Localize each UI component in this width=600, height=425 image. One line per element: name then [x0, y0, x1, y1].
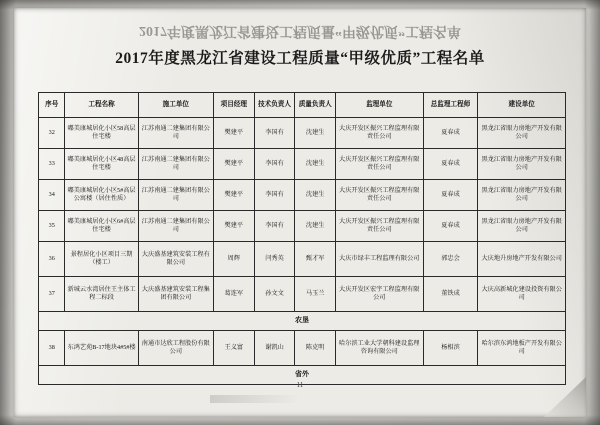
table-header-row	[39, 93, 566, 118]
cell-no: 37	[39, 277, 65, 312]
th-no: 序号	[39, 93, 65, 118]
cell-project-manager: 樊建平	[213, 118, 254, 149]
table-row	[39, 242, 566, 277]
cell-technical-lead: 李国有	[254, 180, 295, 211]
cell-project-manager: 樊建平	[213, 149, 254, 180]
th-quality-lead: 质量负责人	[295, 93, 336, 118]
cell-owner-unit: 黑龙江省眼力房地产开发有限公司	[478, 149, 566, 180]
cell-owner-unit: 黑龙江省眼力房地产开发有限公司	[478, 118, 566, 149]
cell-construction-unit: 江苏南通二建集团有限公司	[138, 211, 213, 242]
scan-edge-shadow-bottom	[0, 415, 600, 425]
cell-technical-lead: 孙文文	[254, 277, 295, 312]
th-construction-unit: 施工单位	[138, 93, 213, 118]
cell-construction-unit: 江苏南通二建集团有限公司	[138, 180, 213, 211]
cell-construction-unit: 南通市达欣工程股份有限公司	[138, 331, 213, 366]
cell-section-label: 省外	[39, 366, 566, 385]
cell-project-manager: 樊建平	[213, 211, 254, 242]
th-project-manager: 项目经理	[213, 93, 254, 118]
cell-chief-supervisor: 夏春成	[423, 180, 478, 211]
cell-chief-supervisor: 夏春成	[423, 118, 478, 149]
page-title: 2017年度黑龙江省建设工程质量“甲级优质”工程名单	[115, 50, 485, 67]
cell-project-name: 东鸿艺苑B-17地块4#5#楼	[65, 331, 138, 366]
cell-no: 34	[39, 180, 65, 211]
cell-technical-lead: 李国有	[254, 149, 295, 180]
cell-project-manager: 樊建平	[213, 180, 254, 211]
cell-quality-lead: 沈建生	[295, 180, 336, 211]
table-row	[39, 118, 566, 149]
cell-supervision-unit: 大庆开发区振兴工程监理有限责任公司	[336, 180, 423, 211]
cell-technical-lead: 李国有	[254, 211, 295, 242]
cell-project-manager: 周辉	[213, 242, 254, 277]
cell-supervision-unit: 大庆开发区振兴工程监理有限责任公司	[336, 211, 423, 242]
cell-chief-supervisor: 杨相滨	[423, 331, 478, 366]
cell-chief-supervisor: 夏春成	[423, 149, 478, 180]
cell-chief-supervisor: 夏春成	[423, 211, 478, 242]
cell-supervision-unit: 哈尔滨工业大学朝科建设监理咨询有限公司	[336, 331, 423, 366]
cell-no: 38	[39, 331, 65, 366]
cell-owner-unit: 黑龙江省眼力房地产开发有限公司	[478, 211, 566, 242]
th-project-name: 工程名称	[65, 93, 138, 118]
cell-technical-lead: 谢凯山	[254, 331, 295, 366]
cell-project-name: 嘟美康城居化小区5#高层公寓楼（居住性质）	[65, 180, 138, 211]
th-technical-lead: 技术负责人	[254, 93, 295, 118]
table-row	[39, 331, 566, 366]
cell-quality-lead: 甄才军	[295, 242, 336, 277]
cell-no: 32	[39, 118, 65, 149]
cell-project-name: 景程居化小区项目三期（楼工）	[65, 242, 138, 277]
cell-section-label: 农垦	[39, 312, 566, 331]
cell-no: 36	[39, 242, 65, 277]
th-owner-unit: 建设单位	[478, 93, 566, 118]
cell-supervision-unit: 大庆开发区振兴工程监理有限责任公司	[336, 118, 423, 149]
cell-construction-unit: 江苏南通二建集团有限公司	[138, 149, 213, 180]
cell-owner-unit: 哈尔滨东鸿地板产开发有限公司	[478, 331, 566, 366]
cell-no: 35	[39, 211, 65, 242]
cell-project-name: 嘟美康城居化小区6#高层住宅楼	[65, 211, 138, 242]
cell-project-name: 嘟美康城居化小区48高层住宅楼	[65, 149, 138, 180]
cell-quality-lead: 沈建生	[295, 118, 336, 149]
cell-chief-supervisor: 郭忠会	[423, 242, 478, 277]
cell-supervision-unit: 大庆开发区振兴工程监理有限责任公司	[336, 149, 423, 180]
cell-construction-unit: 江苏南通二建集团有限公司	[138, 118, 213, 149]
th-chief-supervisor: 总监理工程师	[423, 93, 478, 118]
cell-no: 33	[39, 149, 65, 180]
scan-edge-shadow-left	[0, 0, 16, 425]
cell-construction-unit: 大庆盛基建筑安装工程集团有限公司	[138, 277, 213, 312]
scan-edge-shadow-top	[0, 0, 600, 10]
paper-content	[14, 8, 586, 417]
th-supervision-unit: 监理单位	[336, 93, 423, 118]
table-row	[39, 211, 566, 242]
cell-quality-lead: 沈建生	[295, 149, 336, 180]
cell-owner-unit: 黑龙江省眼力房地产开发有限公司	[478, 180, 566, 211]
cell-chief-supervisor: 董铁成	[423, 277, 478, 312]
scan-edge-shadow-right	[584, 0, 600, 425]
cell-supervision-unit: 大庆市绿丰工程监理有限公司	[336, 242, 423, 277]
bleed-through-title: 2017年度黑龙江省建设工程质量“甲级优质”工程名单	[139, 23, 461, 38]
cell-supervision-unit: 大庆开发区宏宇工程监理有限公司	[336, 277, 423, 312]
cell-quality-lead: 沈建生	[295, 211, 336, 242]
cell-quality-lead: 马玉兰	[295, 277, 336, 312]
table-row	[39, 180, 566, 211]
cell-construction-unit: 大庆盛基建筑安装工程有限公司	[138, 242, 213, 277]
cell-project-name: 嘟美康城居化小区58高层住宅楼	[65, 118, 138, 149]
engineering-projects-table	[38, 92, 566, 385]
cell-project-manager: 王义富	[213, 331, 254, 366]
cell-owner-unit: 大庆高新城化建设投资有限公司	[478, 277, 566, 312]
cell-project-name: 新城云水湾居住王主体工程二标段	[65, 277, 138, 312]
cell-project-manager: 葛连军	[213, 277, 254, 312]
scan-artifact	[210, 395, 300, 403]
table-section-row	[39, 312, 566, 331]
page-number: 11	[296, 381, 304, 389]
cell-quality-lead: 陈克明	[295, 331, 336, 366]
table-row	[39, 277, 566, 312]
cell-technical-lead: 闫秀英	[254, 242, 295, 277]
table-row	[39, 149, 566, 180]
cell-technical-lead: 李国有	[254, 118, 295, 149]
cell-owner-unit: 大庆地升房地产开发有限公司	[478, 242, 566, 277]
